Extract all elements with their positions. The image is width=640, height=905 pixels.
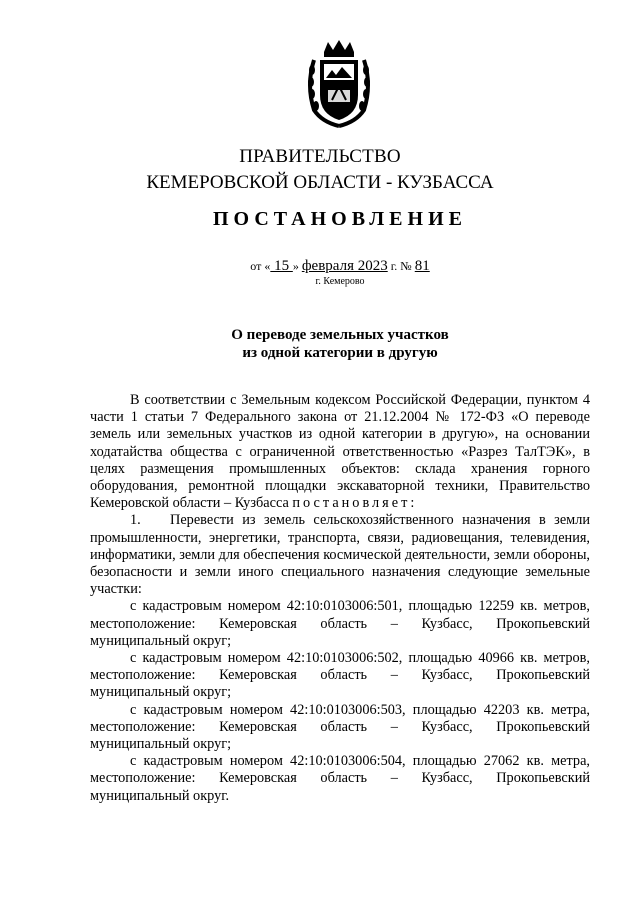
plot-4: с кадастровым номером 42:10:0103006:504, площадью 27062 кв. метра, местоположение: Кемеровская область – Кузбасс, Прокопьевский муниципальный округ. xyxy=(90,753,590,804)
plot-1: с кадастровым номером 42:10:0103006:501, площадью 12259 кв. метров, местоположение: Кемеровская область – Кузбасс, Прокопьевский муниципальный округ; xyxy=(90,598,590,649)
title-line-1: О переводе земельных участков xyxy=(231,327,449,343)
item-1-number: 1. xyxy=(130,512,141,529)
header-line-2: КЕМЕРОВСКОЙ ОБЛАСТИ - КУЗБАССА xyxy=(146,172,494,193)
dateline xyxy=(0,258,640,275)
item-1 xyxy=(90,512,590,598)
plot-3: с кадастровым номером 42:10:0103006:503, площадью 42203 кв. метра, местоположение: Кемеровская область – Кузбасс, Прокопьевский муниципальный округ; xyxy=(90,701,590,753)
document-type: ПОСТАНОВЛЕНИЕ xyxy=(213,208,467,230)
header-line-1: ПРАВИТЕЛЬСТВО xyxy=(239,146,401,167)
city: г. Кемерово xyxy=(315,276,365,287)
date-prefix: от « xyxy=(250,259,271,273)
date-day: 15 xyxy=(270,258,293,274)
document-number: 81 xyxy=(414,258,430,274)
date-month-year: февраля 2023 xyxy=(301,258,388,274)
date-quote-close: » xyxy=(292,259,302,273)
preamble-paragraph xyxy=(90,392,590,512)
item-1-text: Перевести из земель сельскохозяйственного назначения в земли промышленности, энергетики, транспорта, связи, радиовещания, телевидения, информатики, земли для обеспечения космической деятельности, земли обороны, безопасности и земли иного специального назначения следующие земельные участки: xyxy=(90,512,590,598)
title-line-2: из одной категории в другую xyxy=(242,345,438,361)
plot-2: с кадастровым номером 42:10:0103006:502, площадью 40966 кв. метров, местоположение: Кемеровская область – Кузбасс, Прокопьевский муниципальный округ; xyxy=(90,650,590,701)
coat-of-arms-icon xyxy=(304,40,374,130)
preamble-text: В соответствии с Земельным кодексом Российской Федерации, пунктом 4 части 1 статьи 7 Федерального закона от 21.12.2004 № 172-ФЗ «О переводе земель или земельных участков из одной категории в другую», на основании ходатайства общества с ограниченной ответственностью «Разрез ТалТЭК», в целях размещения промышленных объектов: склада хранения горного оборудования, ремонтной площадки экскаваторной техники, Правительство Кемеровской области – Кузбасса xyxy=(90,392,590,512)
resolves-text: постановляет: xyxy=(292,495,418,512)
document-title xyxy=(0,326,640,362)
date-year-suffix: г. № xyxy=(387,259,415,273)
document-body xyxy=(90,392,590,805)
